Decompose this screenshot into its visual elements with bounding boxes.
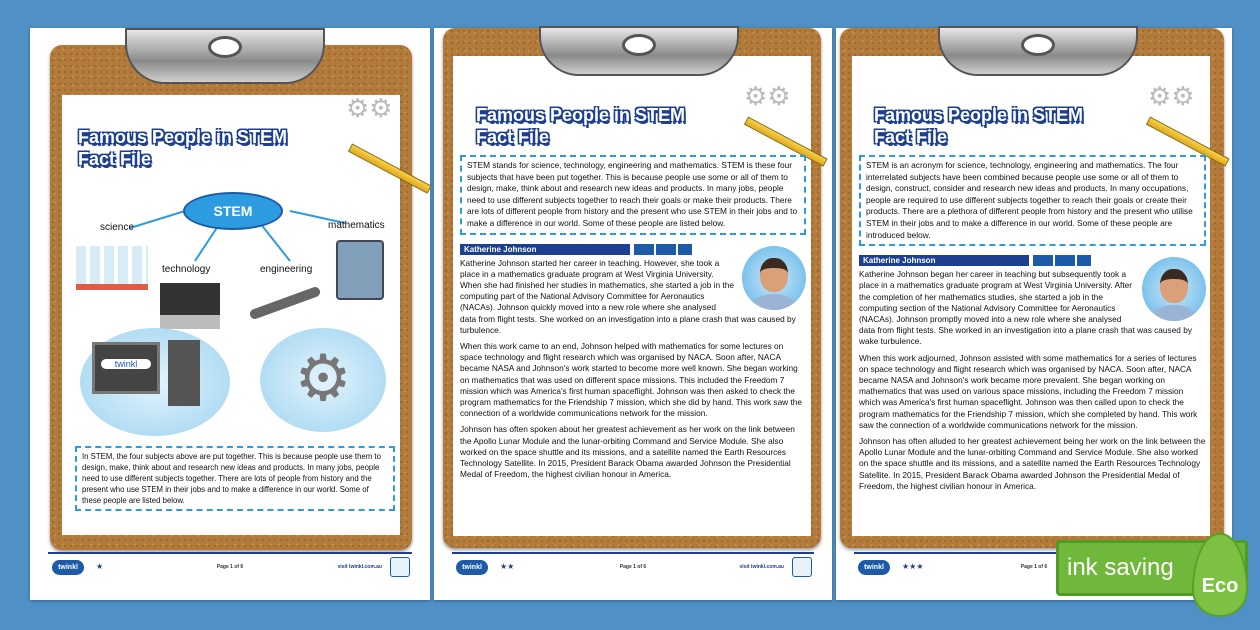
gears-image: ⚙ <box>260 328 386 432</box>
katherine-johnson-portrait <box>1142 257 1206 321</box>
paragraph-1-text: Katherine Johnson started her career in teaching. However, she took a place in a mathematics graduate program at West Virginia University. When she had finished her studies in mathematics, she started a job in the computing part of the National Advisory Committee for Aeronautics (NACAs). Johnson quickly moved into a new role where she analysed data from flight tests. She worked on an investigation into a plane crash that was caused by turbulence. <box>460 257 796 335</box>
worksheet-page-1 <box>30 28 430 600</box>
person-name-heading: Katherine Johnson <box>859 255 1029 266</box>
page-title <box>874 104 1083 148</box>
ink-saving-label: ink saving <box>1067 554 1174 581</box>
subject-engineering: engineering <box>260 264 313 275</box>
intro-box: STEM stands for science, technology, engineering and mathematics. STEM is these four subjects that have been put together. This is because people use some or all of them to design, make, think about and research new ideas and products. In many jobs, people need to use different subjects together to reach their goals or make their products. There are lots of different people from history and the present who use STEM in their jobs and to make a difference in our world. Some of these people are listed below. <box>460 155 806 235</box>
test-tubes-image <box>76 246 148 290</box>
clipboard-clip <box>938 26 1138 76</box>
intro-box: In STEM, the four subjects above are put together. This is because people use them to design, make, think about and research new ideas and products. In many jobs, people need to use different subjects together. There are lots of people from history and the present who use STEM in their jobs and to make a difference in our world. Some of these people are listed below. <box>75 446 395 511</box>
worksheet-page-3 <box>836 28 1232 600</box>
subject-science: science <box>100 222 134 233</box>
title-line-2: Fact File <box>78 149 152 169</box>
paragraph-1 <box>859 269 1206 347</box>
paragraph-3: Johnson has often spoken about her greatest achievement as her work on the link between the Apollo Lunar Module and the lunar-orbiting Command and Service Module. She also worked on the space shuttle and its missions, and a satellite named the Earth Resources Technology Satellite. In 2015, President Barack Obama awarded Johnson the Presidential Medal of Freedom, the highest civilian honour in America. <box>460 424 795 480</box>
page-title <box>78 126 287 170</box>
page-number: Page 1 of 6 <box>1020 564 1048 570</box>
title-line-1: Famous People in STEM <box>78 127 288 147</box>
quality-badge-icon <box>390 557 410 577</box>
page-number: Page 1 of 6 <box>216 564 244 570</box>
quality-badge-icon <box>792 557 812 577</box>
subject-mathematics: mathematics <box>328 220 385 231</box>
computer-screen-logo: twinkl <box>101 359 151 369</box>
footer <box>452 552 814 580</box>
twinkl-logo[interactable]: twinkl <box>52 560 84 575</box>
eco-label: Eco <box>1201 575 1239 597</box>
katherine-johnson-portrait <box>742 246 806 310</box>
website-link[interactable]: visit twinkl.com.au <box>739 564 784 570</box>
content-column <box>460 155 806 485</box>
gears-icon: ⚙⚙ <box>346 93 393 123</box>
website-link[interactable]: visit twinkl.com.au <box>337 564 382 570</box>
intro-box: STEM is an acronym for science, technology, engineering and mathematics. The four interrelated subjects have been combined because people use some or all of them to design, construct, consider and research new ideas and products. In many occupations, people are required to use different subjects together to reach their goals or create their products. There are a plethora of different people from history and the present who utilise STEM in their jobs and to make a difference in our world. Some of these people are introduced below. <box>859 155 1206 246</box>
title-line-2: Fact File <box>476 127 550 147</box>
title-line-2: Fact File <box>874 127 948 147</box>
paragraph-3: Johnson has often alluded to her greatest achievement being her work on the link between the Apollo Lunar Module and the lunar-orbiting Command and Service Module. She also worked on the space shuttle and its missions, and a satellite named the Earth Resources Technology Satellite. In 2015, President Barack Obama awarded Johnson the Presidential Medal of Freedom, the highest civilian honour in America. <box>859 436 1206 491</box>
difficulty-stars: ★★ <box>500 562 515 571</box>
clipboard-clip <box>539 26 739 76</box>
twinkl-logo[interactable]: twinkl <box>858 560 890 575</box>
clipboard-clip <box>125 28 325 84</box>
page-number: Page 1 of 6 <box>619 564 647 570</box>
subject-technology: technology <box>162 264 211 275</box>
content-column <box>859 155 1206 497</box>
person-name-heading: Katherine Johnson <box>460 244 630 255</box>
difficulty-stars: ★★★ <box>902 562 924 571</box>
gears-icon: ⚙⚙ <box>744 81 791 111</box>
gears-icon: ⚙⚙ <box>1148 81 1195 111</box>
title-line-1: Famous People in STEM <box>874 105 1084 125</box>
laptop-image <box>160 283 220 329</box>
twinkl-logo[interactable]: twinkl <box>456 560 488 575</box>
stem-hub: STEM <box>183 192 283 230</box>
paragraph-1-text: Katherine Johnson began her career in teaching but subsequently took a place in a mathematics graduate program at West Virginia University. After the completion of her mathematics studies, she started a job in the computing section of the National Advisory Committee for Aeronautics (NACAs). Johnson promptly moved into a new role where she analysed data from flight tests. She worked in an investigation into a plane crash that was caused by wake turbulence. <box>859 269 1192 347</box>
paragraph-2: When this work came to an end, Johnson helped with mathematics for some lectures on space technology and flight research which was organised by NACA. Soon after, NACA became NASA and Johnson's work started to become more well known. She began working on mathematics that was used on different space missions. This included the Freedom 7 mission which was America's first human spaceflight. Johnson was then asked to check the program mathematics for the Friendship 7 mission, which she did by hand. This work saw the connection of a worldwide communications network for the mission. <box>460 340 803 419</box>
title-line-1: Famous People in STEM <box>476 105 686 125</box>
paragraph-2: When this work adjourned, Johnson assisted with some mathematics for a series of lectures on space technology and flight research which was organised by NACA. Soon after, NACA became NASA and Johnson's work became more prevalent. She began working on mathematics that was used on various space missions, including the Freedom 7 mission which was America's first human spaceflight. Johnson was then called upon to check the program mathematics for the Friendship 7 mission, which she completed by hand. This work saw the connection of a worldwide communications network for the mission. <box>859 352 1198 430</box>
computer-image <box>80 328 230 436</box>
worksheet-page-2 <box>434 28 832 600</box>
page-title <box>476 104 685 148</box>
difficulty-stars: ★ <box>96 562 104 571</box>
calculator-image <box>336 240 384 300</box>
footer <box>48 552 412 580</box>
paragraph-1 <box>460 258 806 336</box>
